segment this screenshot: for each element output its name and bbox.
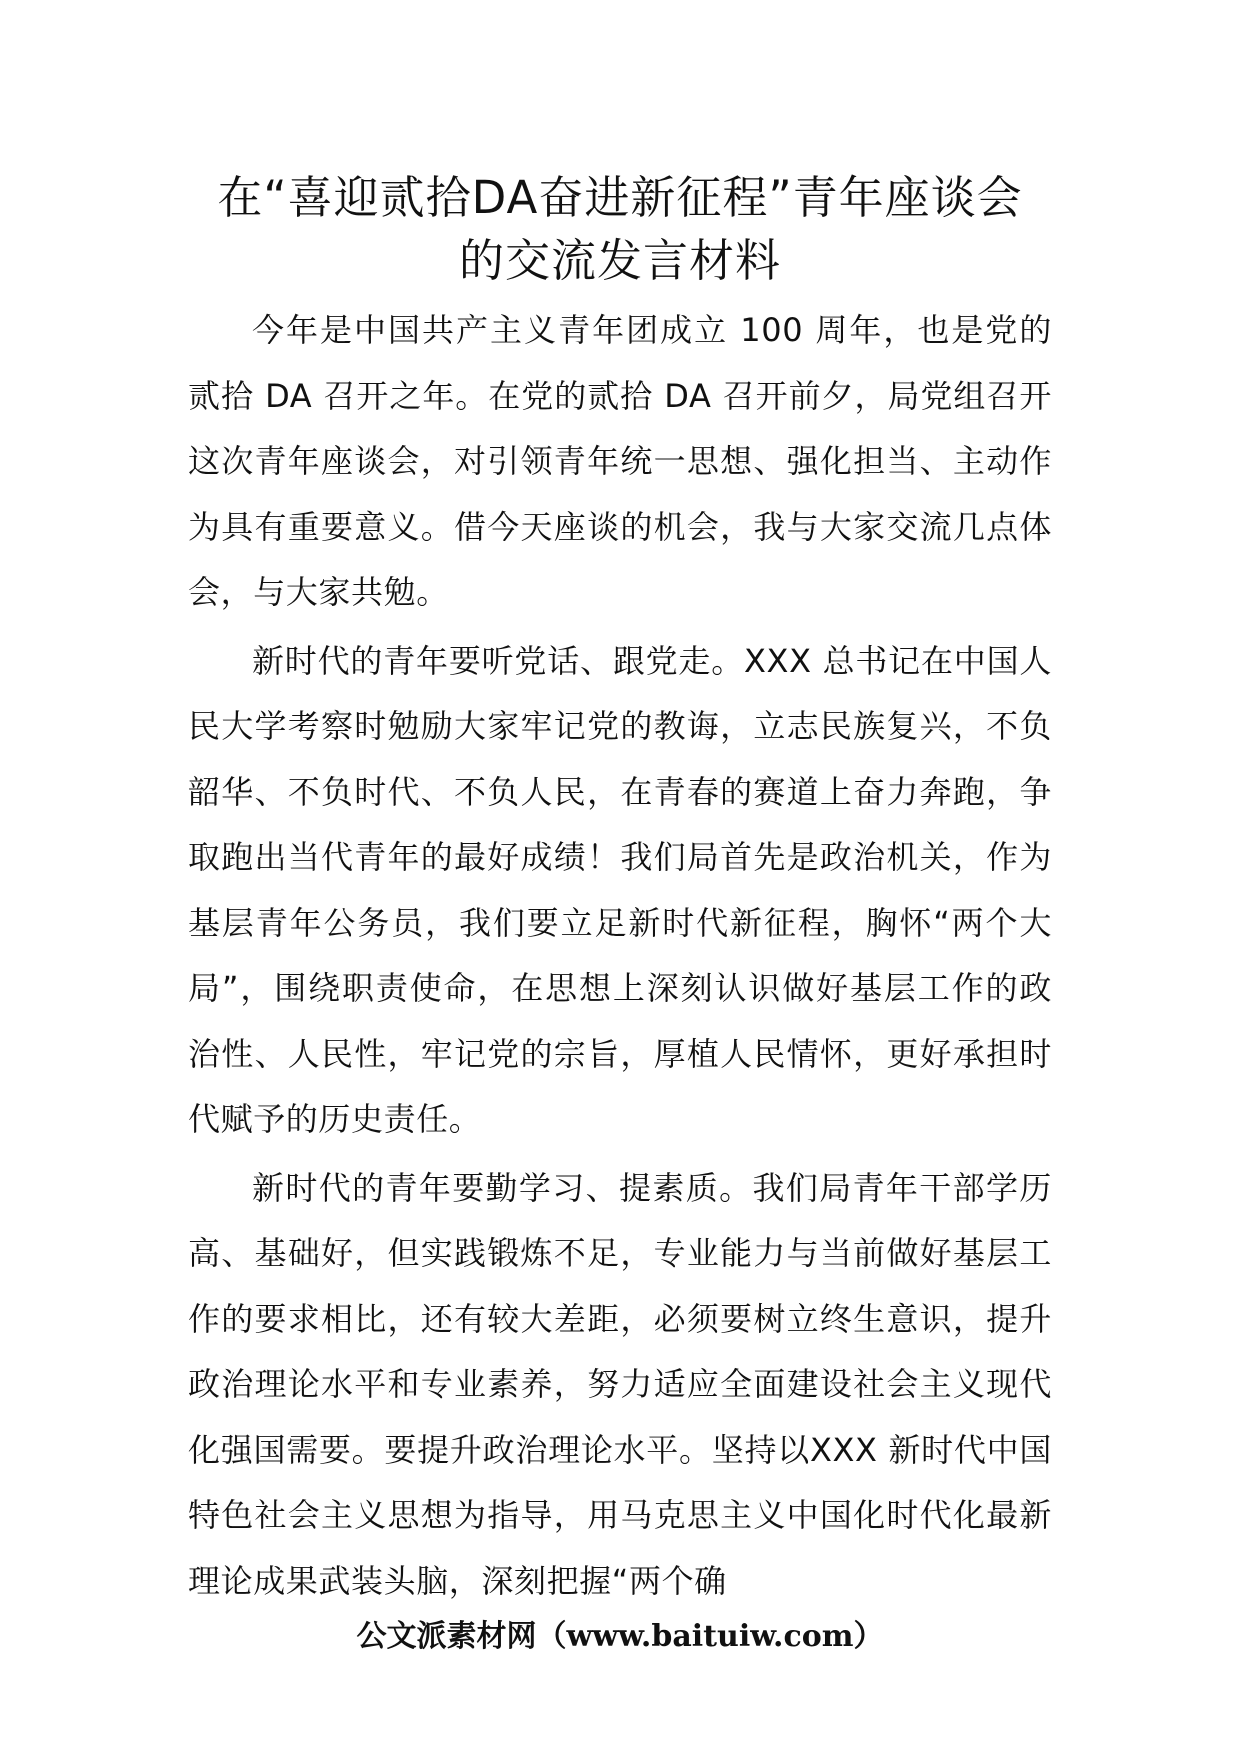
- document-title: [150, 166, 1090, 292]
- title-line-2: 的交流发言材料: [458, 234, 781, 287]
- paragraph-3: 新时代的青年要勤学习、提素质。我们局青年干部学历高、基础好，但实践锻炼不足，专业能力与当前做好基层工作的要求相比，还有较大差距，必须要树立终生意识，提升政治理论水平和专业素养，努力适应全面建设社会主义现代化强国需要。要提升政治理论水平。坚持以XXX 新时代中国特色社会主义思想为指导，用马克思主义中国化时代化最新理论成果武装头脑，深刻把握“两个确: [188, 1168, 1052, 1600]
- document-body: [188, 298, 1052, 1617]
- paragraph-1: 今年是中国共产主义青年团成立 100 周年，也是党的贰拾 DA 召开之年。在党的贰拾 DA 召开前夕，局党组召开这次青年座谈会，对引领青年统一思想、强化担当、主动作为具有重要意义。借今天座谈的机会，我与大家交流几点体会，与大家共勉。: [188, 311, 1052, 611]
- footer-watermark: 公文派素材网（www.baituiw.com）: [356, 1619, 884, 1654]
- paragraph-2: 新时代的青年要听党话、跟党走。XXX 总书记在中国人民大学考察时勉励大家牢记党的教诲，立志民族复兴，不负韶华、不负时代、不负人民，在青春的赛道上奋力奔跑，争取跑出当代青年的最好成绩！我们局首先是政治机关，作为基层青年公务员，我们要立足新时代新征程，胸怀“两个大局”，围绕职责使命，在思想上深刻认识做好基层工作的政治性、人民性，牢记党的宗旨，厚植人民情怀，更好承担时代赋予的历史责任。: [188, 641, 1052, 1138]
- title-line-1: 在“喜迎贰拾DA奋进新征程”青年座谈会: [217, 171, 1023, 224]
